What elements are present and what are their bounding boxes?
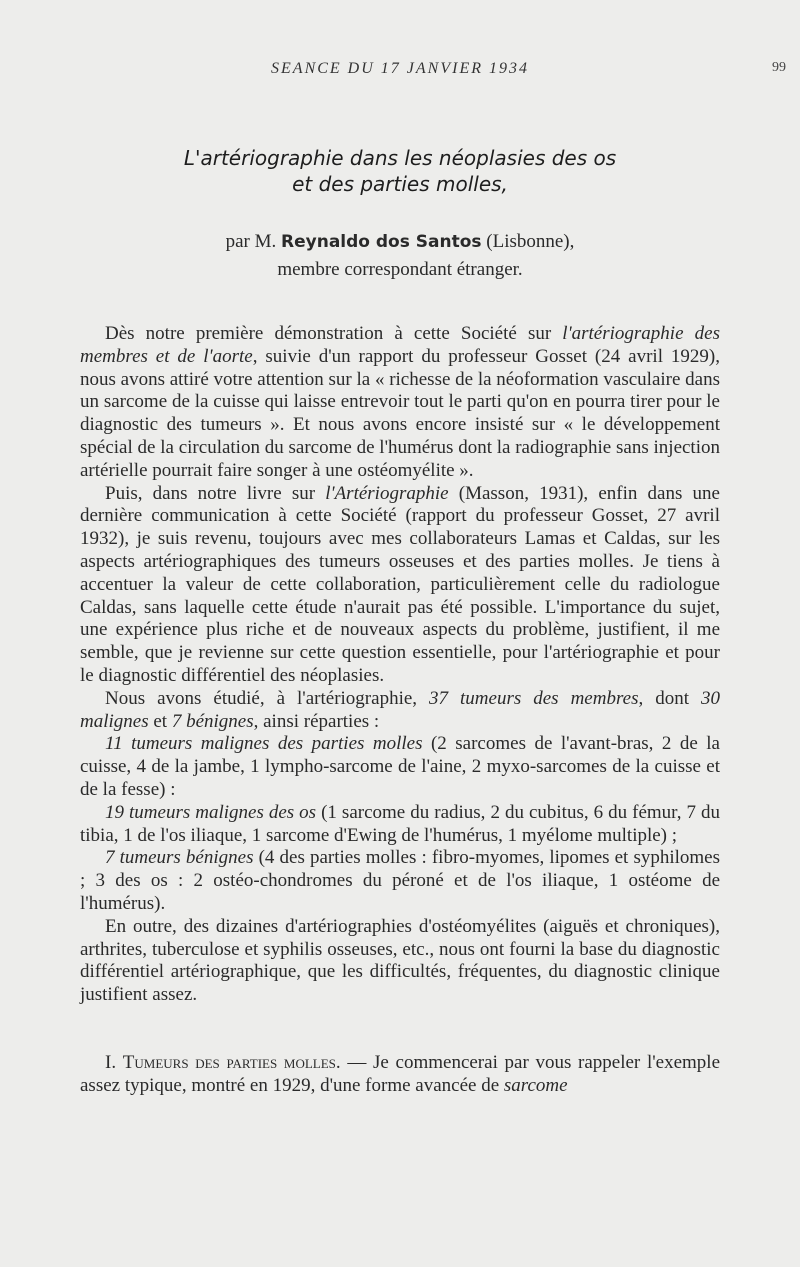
paragraph: Puis, dans notre livre sur l'Artériographie (Masson, 1931), enfin dans une dernière communication à cette Société (rapport du professeur Gosset, 27 avril 1932), je suis revenu, toujours avec mes collaborateurs Lamas et Caldas, sur les aspects artériographiques des tumeurs osseuses et des parties molles. Je tiens à accentuer la valeur de cette collaboration, particulièrement celle du radiologue Caldas, sans laquelle cette étude n'aurait pas été possible. L'importance du sujet, une expérience plus riche et de nouveaux aspects du problème, justifient, il me semble, que je revienne sur cette question essentielle, pour l'artériographie et pour le diagnostic différentiel des néoplasies. bbox=[80, 482, 720, 686]
section-heading-paragraph: I. Tumeurs des parties molles. — Je commencerai par vous rappeler l'exemple assez typique, montré en 1929, d'une forme avancée de sarcome bbox=[80, 1051, 721, 1096]
author-block bbox=[0, 228, 800, 283]
article-body bbox=[80, 323, 720, 1098]
section-heading: Tumeurs des parties molles. bbox=[122, 1051, 341, 1073]
running-head: SEANCE DU 17 JANVIER 1934 bbox=[271, 60, 529, 77]
author-name: Reynaldo dos Santos bbox=[281, 232, 482, 252]
paragraph: Nous avons étudié, à l'artériographie, 37 tumeurs des membres, dont 30 malignes et 7 bénignes, ainsi réparties : bbox=[80, 687, 720, 732]
author-place: (Lisbonne), bbox=[486, 231, 575, 252]
list-paragraph: 11 tumeurs malignes des parties molles (2 sarcomes de l'avant-bras, 2 de la cuisse, 4 de la jambe, 1 lympho-sarcome de l'aine, 2 myxo-sarcomes de la cuisse et de la fesse) : bbox=[80, 733, 720, 800]
list-paragraph: 19 tumeurs malignes des os (1 sarcome du radius, 2 du cubitus, 6 du fémur, 7 du tibia, 1 de l'os iliaque, 1 sarcome d'Ewing de l'humérus, 1 myélome multiple) ; bbox=[80, 801, 720, 846]
title-line-1: L'artériographie dans les néoplasies des os bbox=[183, 146, 617, 170]
paragraph: Dès notre première démonstration à cette Société sur l'artériographie des membres et de l'aorte, suivie d'un rapport du professeur Gosset (24 avril 1929), nous avons attiré votre attention sur la « richesse de la néoformation vasculaire dans un sarcome de la cuisse qui laisse entrevoir tout le parti qu'on en pourra tirer pour le diagnostic des tumeurs ». Et nous avons encore insisté sur « le développement spécial de la circulation du sarcome de l'humérus dont la radiographie sans injection artérielle pourrait faire songer à une ostéomyélite ». bbox=[80, 323, 720, 481]
paragraph: En outre, des dizaines d'artériographies d'ostéomyélites (aiguës et chroniques), arthrites, tuberculose et syphilis osseuses, etc., nous ont fourni la base du diagnostic différentiel artériographique, que les difficultés, fréquentes, du diagnostic clinique justifient assez. bbox=[80, 915, 720, 1006]
author-role: membre correspondant étranger. bbox=[277, 259, 523, 280]
title-line-2: et des parties molles, bbox=[292, 172, 508, 196]
author-prefix: par M. bbox=[225, 231, 277, 252]
author-line bbox=[0, 228, 800, 256]
page-number: 99 bbox=[772, 60, 786, 75]
list-paragraph: 7 tumeurs bénignes (4 des parties molles : fibro-myomes, lipomes et syphilomes ; 3 des os : 2 ostéo-chondromes du péroné et de l'os iliaque, 1 ostéome de l'humérus). bbox=[80, 847, 721, 914]
article-title bbox=[0, 145, 800, 197]
